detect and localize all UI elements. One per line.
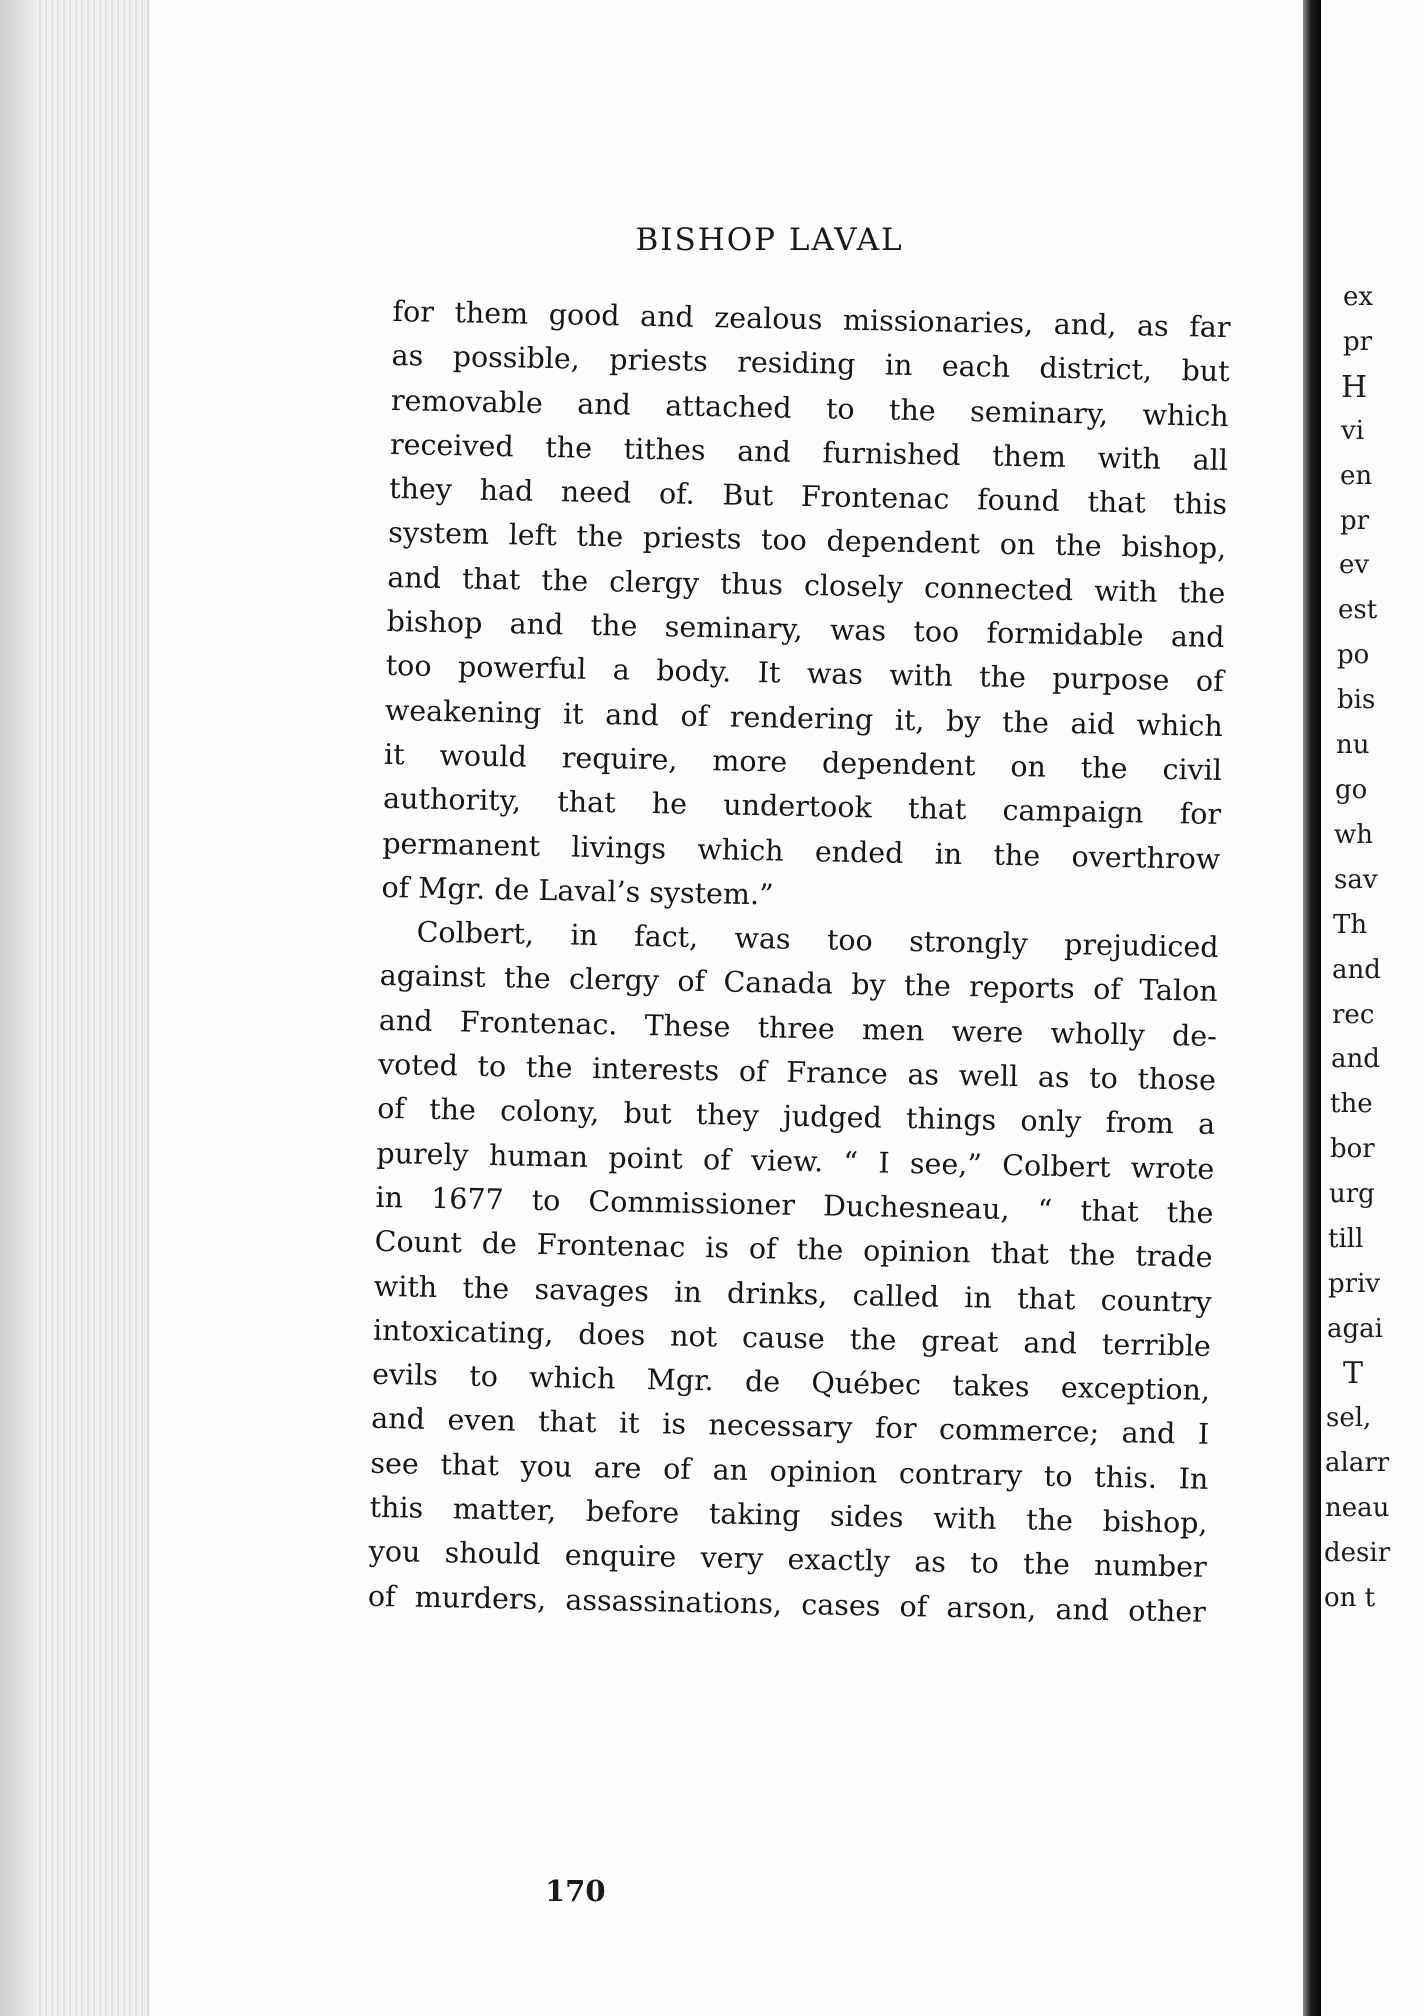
running-head-text: BISHOP LAVAL <box>635 222 904 258</box>
text-line: this matter, before taking sides with the bishop, <box>369 1490 1208 1540</box>
facing-page-fragment: priv <box>1328 1269 1381 1299</box>
text-line: see that you are of an opinion contrary to this. In <box>370 1446 1209 1496</box>
facing-page-fragment: wh <box>1334 820 1373 850</box>
facing-page-fragment: and <box>1331 1044 1380 1074</box>
text-line: system left the priests too dependent on the bishop, <box>388 516 1227 566</box>
left-shadow <box>0 0 38 2016</box>
facing-page-fragment: pr <box>1340 506 1370 536</box>
text-line: too powerful a body. It was with the purpose of <box>385 649 1224 699</box>
text-line: voted to the interests of France as well as to those <box>377 1047 1217 1097</box>
facing-page-fragment: rec <box>1332 1000 1375 1030</box>
text-line: permanent livings which ended in the overthrow <box>382 826 1221 876</box>
facing-page-fragment: vi <box>1341 416 1365 446</box>
text-line: in 1677 to Commissioner Duchesneau, “ that the <box>375 1180 1214 1230</box>
facing-page-fragment: bis <box>1337 685 1376 715</box>
facing-page-fragment: Th <box>1333 910 1368 940</box>
text-line: Count de Frontenac is of the opinion that the trade <box>374 1225 1213 1275</box>
facing-page-fragment: sav <box>1334 865 1378 895</box>
facing-page-fragment: pr <box>1343 327 1373 357</box>
facing-page-fragment: desir <box>1324 1538 1391 1568</box>
body-text <box>367 290 1230 1635</box>
text-line: against the clergy of Canada by the reports of Talon <box>379 959 1218 1009</box>
text-line: removable and attached to the seminary, which <box>390 383 1230 433</box>
text-line: bishop and the seminary, was too formidable and <box>386 605 1225 655</box>
text-line: as possible, priests residing in each district, but <box>391 339 1230 389</box>
text-line: it would require, more dependent on the civil <box>383 737 1223 787</box>
facing-page-fragment: po <box>1337 640 1370 670</box>
facing-page-fragment: go <box>1335 775 1368 805</box>
text-line: received the tithes and furnished them with all <box>389 427 1229 477</box>
book-gutter <box>1303 0 1321 2016</box>
page-number: 170 <box>545 1874 606 1908</box>
facing-page-fragment: T <box>1343 1356 1364 1391</box>
facing-page-fragment: the <box>1330 1089 1373 1119</box>
text-line: weakening it and of rendering it, by the aid which <box>384 693 1224 743</box>
text-line: with the savages in drinks, called in that country <box>373 1269 1213 1319</box>
facing-page-fragment: on t <box>1324 1583 1376 1613</box>
facing-page-fragment: and <box>1332 955 1381 985</box>
text-line: for them good and zealous missionaries, and, as far <box>392 294 1231 345</box>
text-line: and Frontenac. These three men were wholly de- <box>378 1003 1218 1053</box>
text-line: purely human point of view. “ I see,” Colbert wrote <box>376 1136 1215 1186</box>
facing-page-fragment: urg <box>1329 1179 1375 1209</box>
facing-page <box>1321 0 1424 2016</box>
text-line: and that the clergy thus closely connected with the <box>387 560 1226 610</box>
running-head <box>0 222 1424 258</box>
facing-page-fragment: H <box>1341 370 1368 405</box>
text-line: they had need of. But Frontenac found that this <box>388 472 1228 522</box>
facing-page-fragment: bor <box>1330 1134 1375 1164</box>
text-line: of Mgr. de Laval’s system.” <box>381 870 774 912</box>
facing-page-fragment: nu <box>1336 730 1370 760</box>
facing-page-fragment: till <box>1328 1224 1364 1254</box>
facing-page-fragment: alarr <box>1325 1448 1390 1478</box>
text-line: of murders, assassinations, cases of arson, and other <box>367 1579 1207 1629</box>
facing-page-fragment: est <box>1338 595 1378 625</box>
text-line: intoxicating, does not cause the great and terrible <box>372 1313 1212 1363</box>
text-line: of the colony, but they judged things only from a <box>376 1092 1216 1142</box>
text-line: you should enquire very exactly as to the number <box>368 1535 1207 1585</box>
text-line: Colbert, in fact, was too strongly prejudiced <box>416 915 1219 965</box>
facing-page-fragment: ev <box>1339 550 1370 580</box>
text-line: authority, that he undertook that campaign for <box>382 782 1222 832</box>
facing-page-fragment: sel, <box>1326 1403 1372 1433</box>
facing-page-fragment: agai <box>1327 1314 1383 1344</box>
facing-page-fragment: en <box>1340 461 1373 491</box>
facing-page-fragment: neau <box>1325 1493 1390 1523</box>
text-line: and even that it is necessary for commerce; and I <box>371 1402 1210 1452</box>
facing-page-fragment: ex <box>1343 282 1374 312</box>
text-line: evils to which Mgr. de Québec takes exception, <box>371 1357 1211 1408</box>
